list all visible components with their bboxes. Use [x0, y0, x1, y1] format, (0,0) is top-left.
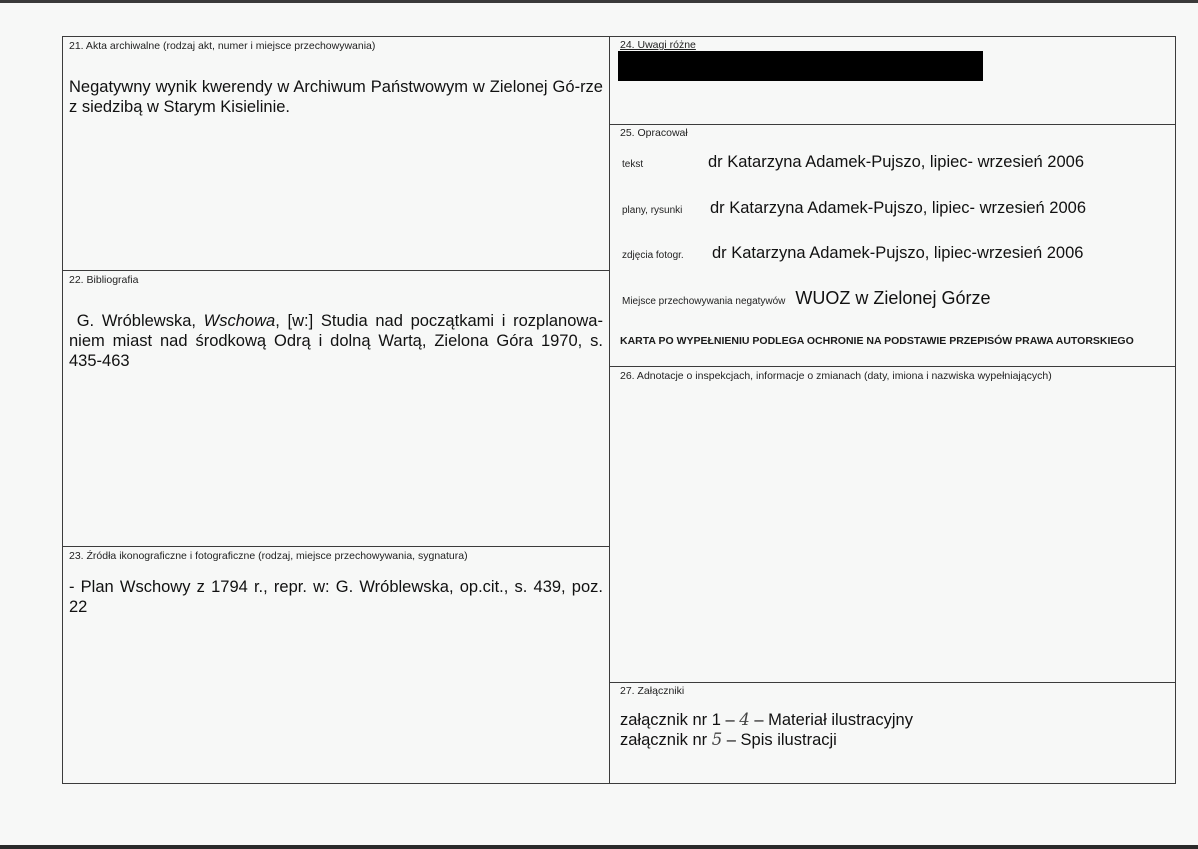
- negatives-label: Miejsce przechowywania negatywów: [622, 296, 786, 307]
- negatives-value: WUOZ w Zielonej Górze: [795, 288, 991, 308]
- section-22-content: [69, 311, 603, 371]
- section-23-iconographic-sources: [62, 546, 610, 784]
- prepared-value: dr Katarzyna Adamek-Pujszo, lipiec-wrzesień 2006: [712, 244, 1084, 262]
- section-23-label: 23. Źródła ikonograficzne i fotograficzne (rodzaj, miejsce przechowywania, sygnatura): [69, 550, 468, 562]
- prepared-key: tekst: [622, 159, 644, 170]
- attachment-suffix: – Materiał ilustracyjny: [749, 711, 913, 729]
- prepared-key: zdjęcia fotogr.: [622, 250, 684, 261]
- section-27-attachments: [609, 682, 1176, 784]
- section-22-bibliography: [62, 270, 610, 547]
- prepared-key: plany, rysunki: [622, 205, 683, 216]
- handwritten-number: 5: [711, 730, 723, 749]
- scan-top-edge: [0, 0, 1198, 3]
- section-21-content: Negatywny wynik kwerendy w Archiwum Państwowym w Zielonej Gó-rze z siedzibą w Starym Kisielinie.: [69, 78, 603, 116]
- section-25-label: 25. Opracował: [620, 127, 688, 139]
- section-26-annotations: [609, 366, 1176, 683]
- section-23-content: - Plan Wschowy z 1794 r., repr. w: G. Wróblewska, op.cit., s. 439, poz. 22: [69, 578, 603, 616]
- attachment-1: [620, 710, 913, 730]
- prepared-row-plans: [622, 199, 1086, 218]
- redacted-block: [618, 51, 983, 81]
- prepared-row-photos: [622, 244, 1083, 263]
- attachment-prefix: załącznik nr: [620, 731, 712, 749]
- attachment-suffix: – Spis ilustracji: [722, 731, 837, 749]
- attachment-2: [620, 730, 837, 750]
- prepared-row-text: [622, 153, 1084, 172]
- section-24-remarks: [609, 36, 1176, 125]
- prepared-value: dr Katarzyna Adamek-Pujszo, lipiec- wrzesień 2006: [708, 153, 1085, 171]
- prepared-value: dr Katarzyna Adamek-Pujszo, lipiec- wrzesień 2006: [710, 199, 1087, 217]
- bib-rest: , [w:] Studia nad początkami i rozplanowa-niem miast nad środkową Odrą i dolną Wartą, Zielona Góra 1970, s. 435-463: [69, 312, 603, 370]
- section-24-label: 24. Uwagi różne: [620, 39, 696, 51]
- section-21-label: 21. Akta archiwalne (rodzaj akt, numer i miejsce przechowywania): [69, 40, 376, 52]
- bib-author: G. Wróblewska,: [76, 312, 204, 330]
- handwritten-number: 4: [739, 710, 750, 729]
- section-22-label: 22. Bibliografia: [69, 274, 139, 286]
- section-26-label: 26. Adnotacje o inspekcjach, informacje o zmianach (daty, imiona i nazwiska wypełniających): [620, 370, 1052, 382]
- scan-bottom-edge: [0, 845, 1198, 849]
- copyright-notice: KARTA PO WYPEŁNIENIU PODLEGA OCHRONIE NA PODSTAWIE PRZEPISÓW PRAWA AUTORSKIEGO: [620, 335, 1134, 347]
- attachment-prefix: załącznik nr 1 –: [620, 711, 740, 729]
- negatives-storage-row: [622, 288, 990, 309]
- bib-title: Wschowa: [203, 312, 276, 330]
- section-25-prepared-by: [609, 124, 1176, 367]
- section-27-label: 27. Załączniki: [620, 685, 685, 697]
- section-21-archival-records: [62, 36, 610, 271]
